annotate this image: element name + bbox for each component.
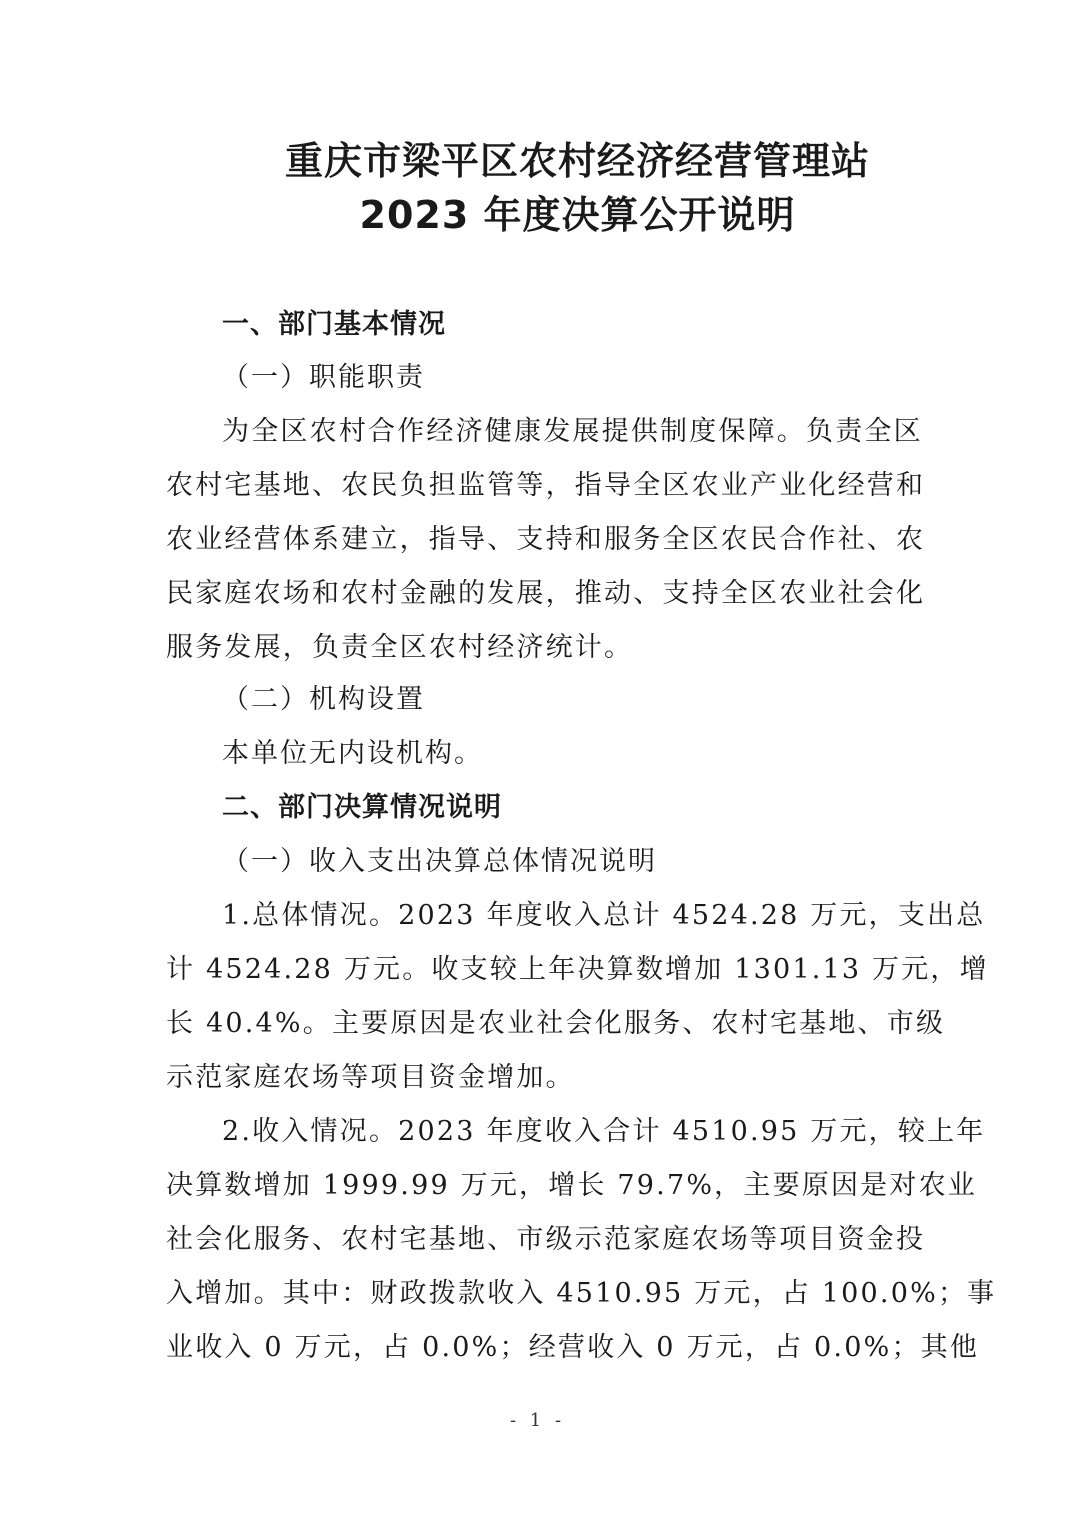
document-title-line2: 2023 年度决算公开说明: [359, 193, 796, 237]
section1-sub2-text: 本单位无内设机构。: [222, 738, 483, 769]
section1-sub1-line: 为全区农村合作经济健康发展提供制度保障。负责全区: [222, 416, 923, 447]
section1-sub1-line: 农村宅基地、农民负担监管等，指导全区农业产业化经营和: [166, 470, 926, 501]
section2-heading: 二、部门决算情况说明: [222, 792, 502, 823]
page-number: - 1 -: [509, 1410, 566, 1431]
section2-para1-line: 长 40.4%。主要原因是农业社会化服务、农村宅基地、市级: [166, 1008, 946, 1039]
section2-para2-line: 入增加。其中：财政拨款收入 4510.95 万元，占 100.0%；事: [166, 1278, 997, 1309]
section2-para2-line: 业收入 0 万元，占 0.0%；经营收入 0 万元，占 0.0%；其他: [166, 1332, 980, 1363]
section2-para1-line: 计 4524.28 万元。收支较上年决算数增加 1301.13 万元，增: [166, 954, 989, 985]
section2-para1-line: 1.总体情况。2023 年度收入总计 4524.28 万元，支出总: [222, 900, 986, 931]
section1-sub1-line: 服务发展，负责全区农村经济统计。: [166, 632, 634, 663]
section1-sub2-heading: （二）机构设置: [222, 684, 425, 715]
document-title-line1: 重庆市梁平区农村经济经营管理站: [284, 139, 870, 183]
section2-para2-line: 决算数增加 1999.99 万元，增长 79.7%，主要原因是对农业: [166, 1170, 977, 1201]
section2-para1-line: 示范家庭农场等项目资金增加。: [166, 1062, 575, 1093]
section1-heading: 一、部门基本情况: [222, 309, 446, 340]
section2-para2-line: 2.收入情况。2023 年度收入合计 4510.95 万元，较上年: [222, 1116, 986, 1147]
section2-sub1-heading: （一）收入支出决算总体情况说明: [222, 846, 657, 877]
section1-sub1-line: 农业经营体系建立，指导、支持和服务全区农民合作社、农: [166, 524, 926, 555]
section2-para2-line: 社会化服务、农村宅基地、市级示范家庭农场等项目资金投: [166, 1224, 926, 1255]
section1-sub1-line: 民家庭农场和农村金融的发展，推动、支持全区农业社会化: [166, 578, 926, 609]
section1-sub1-heading: （一）职能职责: [222, 362, 425, 393]
